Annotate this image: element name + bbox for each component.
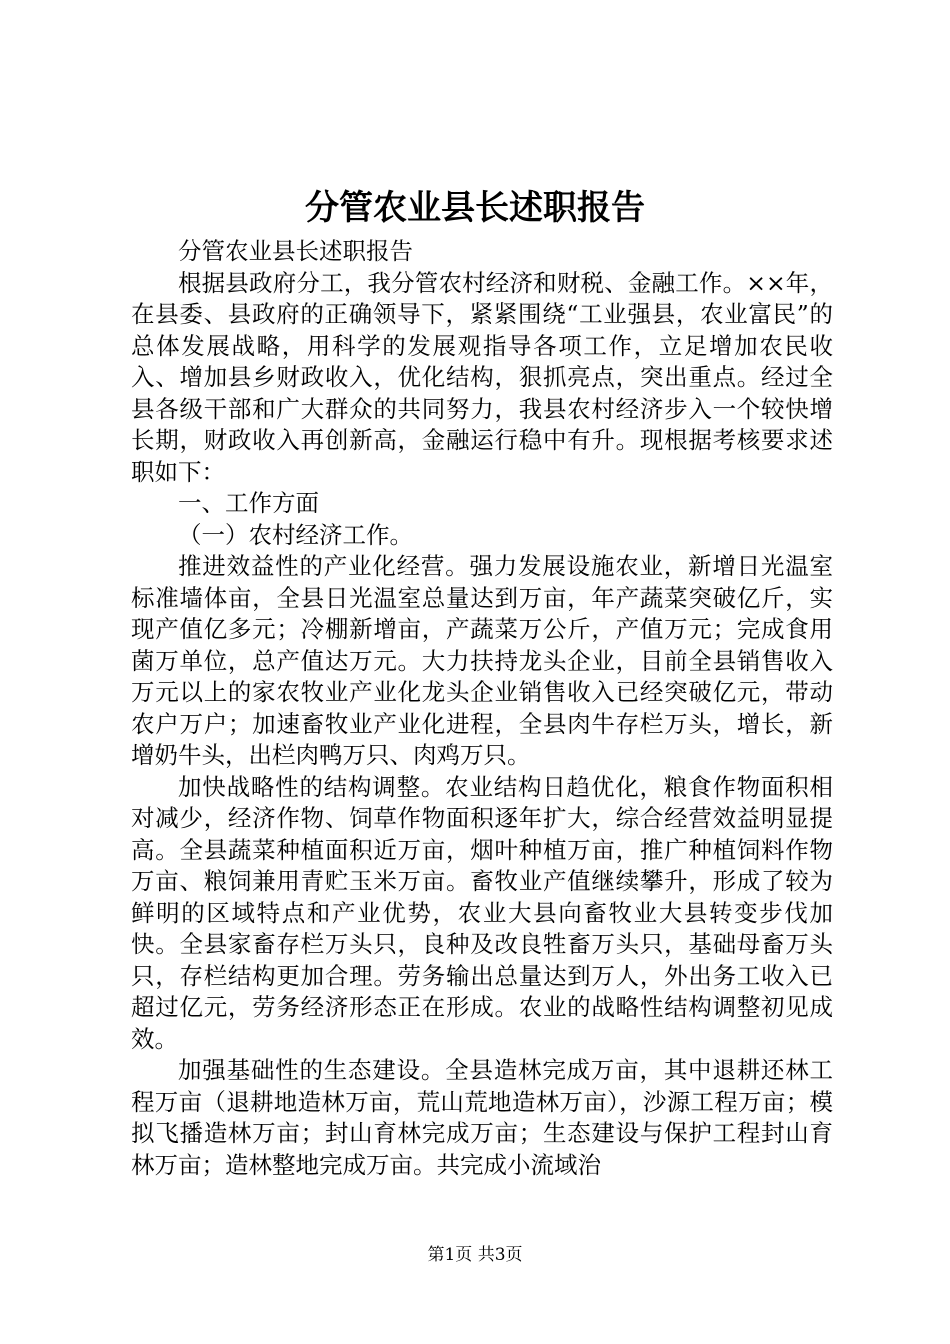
subsection-heading-rural-economy: （一）农村经济工作。 <box>178 520 413 549</box>
paragraph-intro: 根据县政府分工，我分管农村经济和财税、金融工作。××年，在县委、县政府的正确领导下，紧紧围绕“工业强县，农业富民”的总体发展战略，用科学的发展观指导各项工作，立足增加农民收入、增加县乡财政收入，优化结构，狠抓亮点，突出重点。经过全县各级干部和广大群众的共同努力，我县农村经济步入一个较快增长期，财政收入再创新高，金融运行稳中有升。现根据考核要求述职如下： <box>131 268 833 486</box>
document-body <box>131 236 833 1181</box>
paragraph-structure-adjustment: 加快战略性的结构调整。农业结构日趋优化，粮食作物面积相对减少，经济作物、饲草作物面积逐年扩大，综合经营效益明显提高。全县蔬菜种植面积近万亩，烟叶种植万亩，推广种植饲料作物万亩、粮饲兼用青贮玉米万亩。畜牧业产值继续攀升，形成了较为鲜明的区域特点和产业优势，农业大县向畜牧业大县转变步伐加快。全县家畜存栏万头只，良种及改良牲畜万头只，基础母畜万头只，存栏结构更加合理。劳务输出总量达到万人，外出务工收入已超过亿元，劳务经济形态正在形成。农业的战略性结构调整初见成效。 <box>131 772 833 1053</box>
page-footer: 第1页 共3页 <box>427 1245 523 1265</box>
paragraph-heading-repeat: 分管农业县长述职报告 <box>178 237 413 265</box>
page-title: 分管农业县长述职报告 <box>305 188 645 228</box>
paragraph-ecology: 加强基础性的生态建设。全县造林完成万亩，其中退耕还林工程万亩（退耕地造林万亩，荒山荒地造林万亩），沙源工程万亩；模拟飞播造林万亩；封山育林完成万亩；生态建设与保护工程封山育林万亩；造林整地完成万亩。共完成小流域治 <box>131 1056 833 1179</box>
paragraph-industrialization: 推进效益性的产业化经营。强力发展设施农业，新增日光温室标准墙体亩，全县日光温室总量达到万亩，年产蔬菜突破亿斤，实现产值亿多元；冷棚新增亩，产蔬菜万公斤，产值万元；完成食用菌万单位，总产值达万元。大力扶持龙头企业，目前全县销售收入万元以上的家农牧业产业化龙头企业销售收入已经突破亿元，带动农户万户；加速畜牧业产业化进程，全县肉牛存栏万头，增长，新增奶牛头，出栏肉鸭万只、肉鸡万只。 <box>131 552 833 769</box>
section-heading-work: 一、工作方面 <box>178 489 319 517</box>
